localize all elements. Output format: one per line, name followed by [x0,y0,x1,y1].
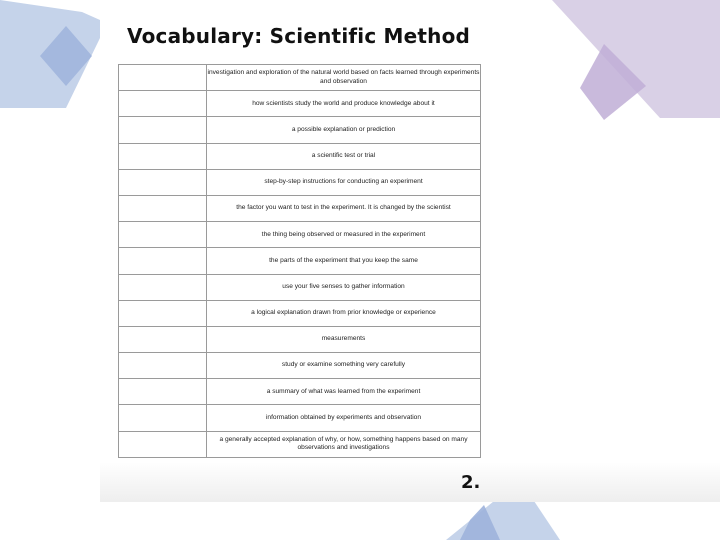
definition-cell: a summary of what was learned from the experiment [207,379,481,405]
table-row [119,143,481,169]
page-number: 2. [461,472,481,493]
term-cell[interactable] [119,248,207,274]
table-row [119,300,481,326]
table-row [119,91,481,117]
table-row [119,117,481,143]
definition-cell: the thing being observed or measured in the experiment [207,222,481,248]
definition-cell: how scientists study the world and produce knowledge about it [207,91,481,117]
vocabulary-table [118,64,481,458]
definition-cell: the factor you want to test in the experiment. It is changed by the scientist [207,195,481,221]
term-cell[interactable] [119,143,207,169]
term-cell[interactable] [119,91,207,117]
term-cell[interactable] [119,300,207,326]
definition-cell: the parts of the experiment that you keep the same [207,248,481,274]
table-row [119,169,481,195]
table-row [119,405,481,431]
definition-cell: information obtained by experiments and observation [207,405,481,431]
term-cell[interactable] [119,379,207,405]
table-row [119,274,481,300]
table-row [119,195,481,221]
term-cell[interactable] [119,195,207,221]
table-row [119,379,481,405]
term-cell[interactable] [119,65,207,91]
table-row [119,65,481,91]
purple-triangle-shape [552,0,720,118]
term-cell[interactable] [119,169,207,195]
definition-cell: study or examine something very carefully [207,353,481,379]
footer-band [100,462,720,502]
table-row [119,222,481,248]
term-cell[interactable] [119,405,207,431]
term-cell[interactable] [119,326,207,352]
definition-cell: investigation and exploration of the natural world based on facts learned through experiments and observation [207,65,481,91]
page-title: Vocabulary: Scientific Method [127,24,471,48]
table-row [119,248,481,274]
definition-cell: a possible explanation or prediction [207,117,481,143]
definition-cell: a scientific test or trial [207,143,481,169]
term-cell[interactable] [119,117,207,143]
term-cell[interactable] [119,353,207,379]
table-row [119,326,481,352]
term-cell[interactable] [119,431,207,457]
table-row [119,353,481,379]
table-row [119,431,481,457]
definition-cell: a logical explanation drawn from prior knowledge or experience [207,300,481,326]
term-cell[interactable] [119,274,207,300]
definition-cell: measurements [207,326,481,352]
definition-cell: a generally accepted explanation of why, or how, something happens based on many observations and investigations [207,431,481,457]
term-cell[interactable] [119,222,207,248]
definition-cell: step-by-step instructions for conducting an experiment [207,169,481,195]
definition-cell: use your five senses to gather information [207,274,481,300]
